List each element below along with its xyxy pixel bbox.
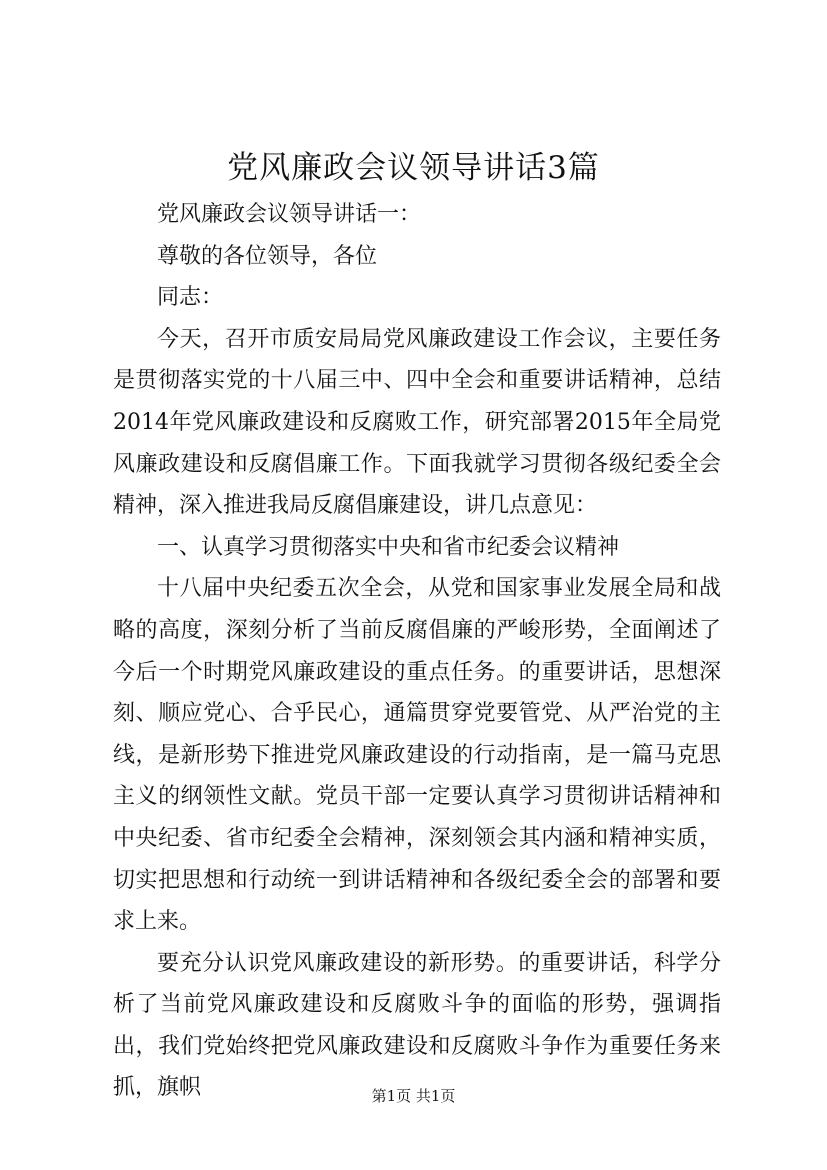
paragraph-new-situation: 要充分认识党风廉政建设的新形势。的重要讲话，科学分析了当前党风廉政建设和反腐败斗争的面临的形势，强调指出，我们党始终把党风廉政建设和反腐败斗争作为重要任务来抓，旗帜 [113, 950, 721, 1101]
page-footer: 第1页 共1页 [371, 1087, 456, 1105]
paragraph-central-commission: 十八届中央纪委五次全会，从党和国家事业发展全局和战略的高度，深刻分析了当前反腐倡廉的严峻形势，全面阐述了今后一个时期党风廉政建设的重点任务。的重要讲话，思想深刻、顺应党心、合乎民心，通篇贯穿党要管党、从严治党的主线，是新形势下推进党风廉政建设的行动指南，是一篇马克思主义的纲领性文献。党员干部一定要认真学习贯彻讲话精神和中央纪委、省市纪委全会精神，深刻领会其内涵和精神实质，切实把思想和行动统一到讲话精神和各级纪委全会的部署和要求上来。 [113, 576, 721, 935]
document-body [113, 194, 721, 1109]
paragraph-introduction: 今天，召开市质安局局党风廉政建设工作会议，主要任务是贯彻落实党的十八届三中、四中全会和重要讲话精神，总结2014年党风廉政建设和反腐败工作，研究部署2015年全局党风廉政建设和反腐倡廉工作。下面我就学习贯彻各级纪委全会精神，深入推进我局反腐倡廉建设，讲几点意见： [113, 326, 721, 519]
document-title: 党风廉政会议领导讲话3篇 [227, 150, 600, 186]
paragraph-heading-speech-one: 党风廉政会议领导讲话一： [157, 202, 422, 227]
paragraph-salutation: 尊敬的各位领导，各位 [157, 243, 378, 269]
paragraph-salutation-continued: 同志： [157, 285, 224, 311]
paragraph-section-one-heading: 一、认真学习贯彻落实中央和省市纪委会议精神 [157, 534, 620, 560]
